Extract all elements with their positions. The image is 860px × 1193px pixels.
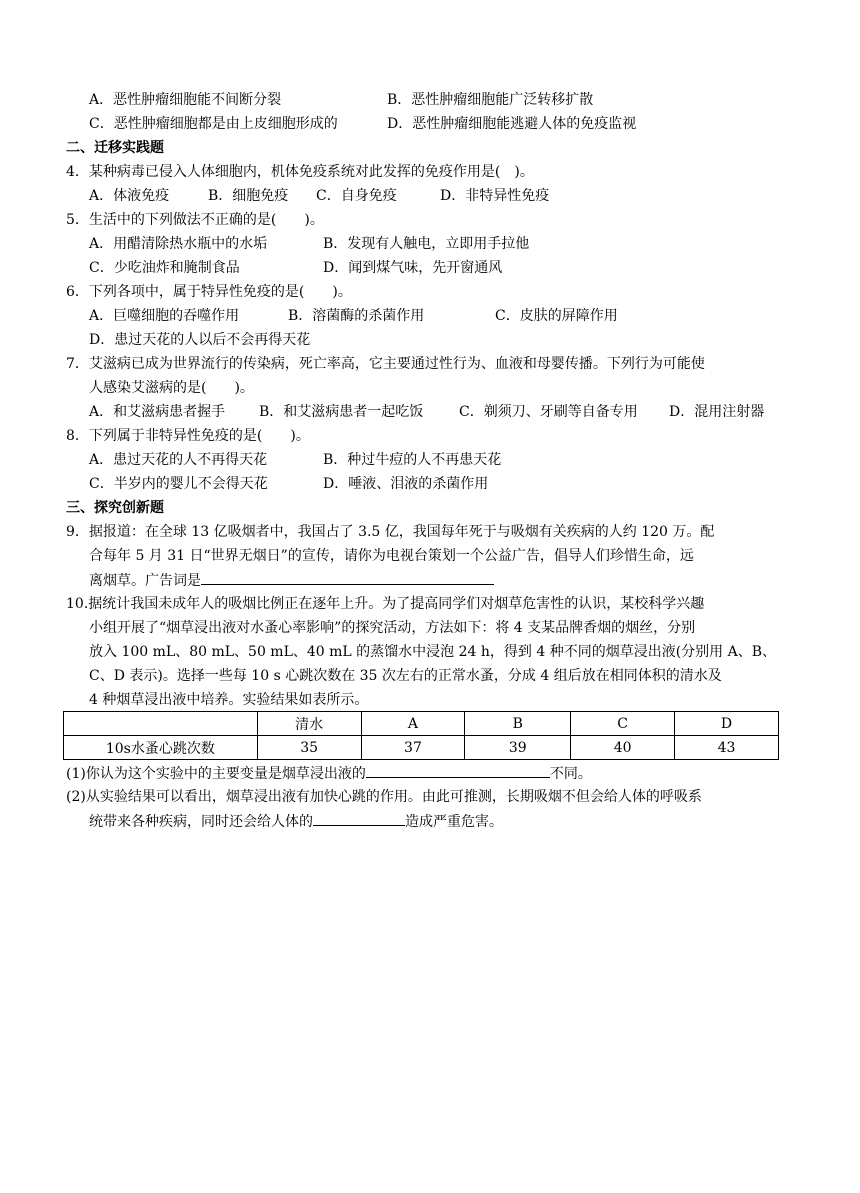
results-table — [63, 711, 779, 760]
q10-sub1-text-a: (1)你认为这个实验中的主要变量是烟草浸出液的 — [66, 766, 366, 782]
table-header-cell: B — [465, 712, 571, 736]
table-header-cell: C — [571, 712, 675, 736]
q6-option-a: A．巨噬细胞的吞噬作用 — [89, 308, 240, 324]
q9-line2: 合每年 5 月 31 日“世界无烟日”的宣传，请你为电视台策划一个公益广告，倡导人们珍惜生命，远 — [89, 548, 694, 564]
q9-line3-text: 离烟草。广告词是 — [89, 573, 201, 589]
q10-sub2-text-b: 造成严重危害。 — [405, 814, 503, 830]
q8-option-b: B．种过牛痘的人不再患天花 — [323, 452, 502, 468]
table-header-cell — [64, 712, 258, 736]
q9-answer-blank[interactable] — [201, 570, 494, 585]
table-header-row — [64, 712, 779, 736]
q10-sub2-answer-blank[interactable] — [313, 811, 405, 826]
q10-sub1-answer-blank[interactable] — [366, 763, 550, 778]
table-cell: 43 — [675, 736, 779, 760]
q7-option-d: D．混用注射器 — [669, 404, 765, 420]
q7-stem-line1: 7．艾滋病已成为世界流行的传染病，死亡率高，它主要通过性行为、血液和母婴传播。下列行为可能使 — [66, 356, 705, 372]
q10-sub1-text-b: 不同。 — [549, 766, 592, 782]
q6-option-b: B．溶菌酶的杀菌作用 — [288, 308, 425, 324]
q10-sub2-line1: (2)从实验结果可以看出，烟草浸出液有加快心跳的作用。由此可推测，长期吸烟不但会给人体的呼吸系 — [66, 789, 702, 805]
q10-sub2-line2 — [89, 811, 503, 831]
q4-option-d: D．非特异性免疫 — [440, 188, 550, 204]
table-cell: 37 — [361, 736, 465, 760]
q5-option-c: C．少吃油炸和腌制食品 — [89, 260, 240, 276]
q5-option-a: A．用醋清除热水瓶中的水垢 — [89, 236, 268, 252]
q5-option-d: D．闻到煤气味，先开窗通风 — [323, 260, 503, 276]
q10-line4: C、D 表示)。选择一些每 10 s 心跳次数在 35 次左右的正常水蚤，分成 4 组后放在相同体积的清水及 — [89, 668, 722, 684]
table-cell: 35 — [257, 736, 361, 760]
q9-line1: 9．据报道：在全球 13 亿吸烟者中，我国占了 3.5 亿，我国每年死于与吸烟有关疾病的人约 120 万。配 — [66, 524, 715, 540]
q10-line3: 放入 100 mL、80 mL、50 mL、40 mL 的蒸馏水中浸泡 24 h，得到 4 种不同的烟草浸出液(分别用 A、B、 — [89, 644, 777, 660]
q3-option-c: C．恶性肿瘤细胞都是由上皮细胞形成的 — [89, 116, 338, 132]
q7-stem-line2: 人感染艾滋病的是( )。 — [89, 380, 254, 396]
q10-line1: 10.据统计我国未成年人的吸烟比例正在逐年上升。为了提高同学们对烟草危害性的认识，某校科学兴趣 — [66, 596, 705, 612]
q7-option-a: A．和艾滋病患者握手 — [89, 404, 226, 420]
q6-option-d: D．患过天花的人以后不会再得天花 — [89, 332, 311, 348]
table-header-cell: A — [361, 712, 465, 736]
q10-line5: 4 种烟草浸出液中培养。实验结果如表所示。 — [89, 692, 369, 708]
q4-option-a: A．体液免疫 — [89, 188, 170, 204]
q8-option-a: A．患过天花的人不再得天花 — [89, 452, 268, 468]
q10-sub2-text-a: 统带来各种疾病，同时还会给人体的 — [89, 814, 313, 830]
table-row — [64, 736, 779, 760]
q7-option-b: B．和艾滋病患者一起吃饭 — [259, 404, 424, 420]
q7-option-c: C．剃须刀、牙刷等自备专用 — [459, 404, 638, 420]
section-title-inquiry-innovation: 三、探究创新题 — [66, 500, 164, 516]
q10-line2: 小组开展了“烟草浸出液对水蚤心率影响”的探究活动，方法如下：将 4 支某品牌香烟的烟丝，分别 — [89, 620, 696, 636]
q5-option-b: B．发现有人触电，立即用手拉他 — [323, 236, 530, 252]
table-row-label: 10s水蚤心跳次数 — [64, 736, 258, 760]
section-title-transfer-practice: 二、迁移实践题 — [66, 140, 164, 156]
q3-option-d: D．恶性肿瘤细胞能逃避人体的免疫监视 — [387, 116, 637, 132]
q6-stem: 6．下列各项中，属于特异性免疫的是( )。 — [66, 284, 352, 300]
q4-option-b: B．细胞免疫 — [208, 188, 289, 204]
q4-option-c: C．自身免疫 — [316, 188, 397, 204]
q3-option-b: B．恶性肿瘤细胞能广泛转移扩散 — [387, 92, 594, 108]
q5-stem: 5．生活中的下列做法不正确的是( )。 — [66, 212, 324, 228]
q8-option-c: C．半岁内的婴儿不会得天花 — [89, 476, 268, 492]
q4-stem: 4．某种病毒已侵入人体细胞内，机体免疫系统对此发挥的免疫作用是( )。 — [66, 164, 534, 180]
q8-stem: 8．下列属于非特异性免疫的是( )。 — [66, 428, 310, 444]
q8-option-d: D．唾液、泪液的杀菌作用 — [323, 476, 489, 492]
q10-sub1 — [66, 763, 592, 783]
table-header-cell: 清水 — [257, 712, 361, 736]
q6-option-c: C．皮肤的屏障作用 — [495, 308, 618, 324]
q3-option-a: A．恶性肿瘤细胞能不间断分裂 — [89, 92, 282, 108]
table-cell: 40 — [571, 736, 675, 760]
table-header-cell: D — [675, 712, 779, 736]
q9-line3 — [89, 570, 494, 590]
table-cell: 39 — [465, 736, 571, 760]
